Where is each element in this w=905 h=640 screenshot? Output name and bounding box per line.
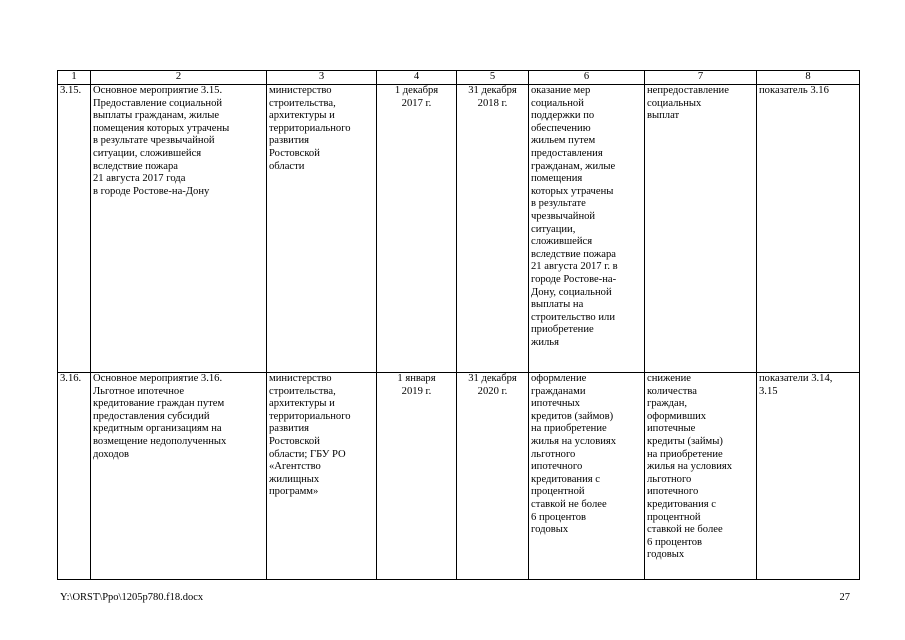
text-line: выплаты гражданам, жилые	[93, 110, 220, 122]
text-line: показатели 3.14,	[759, 373, 833, 384]
text-line: поддержки по	[531, 110, 595, 122]
text-line: годовых	[531, 524, 569, 536]
text-line: социальной	[531, 97, 584, 109]
text-line: в результате чрезвычайной	[93, 135, 215, 147]
text-line: развития	[269, 423, 310, 435]
text-line: области	[269, 160, 305, 172]
text-line: жилья	[531, 336, 559, 348]
text-line: сложившейся	[531, 236, 593, 248]
text-line: 6 процентов	[647, 536, 703, 548]
text-line: приобретение	[531, 324, 594, 336]
text-line: процентной	[531, 486, 585, 498]
col-header-2: 2	[91, 71, 267, 85]
text-line: граждан,	[647, 398, 688, 410]
text-line: строительства,	[269, 385, 336, 397]
cell-executor	[267, 373, 377, 580]
text-line: кредитным организациям на	[93, 423, 222, 435]
text-line: 3.15	[759, 385, 778, 397]
text-line: количества	[647, 385, 697, 397]
text-line: строительства,	[269, 97, 336, 109]
text-line: гражданами	[531, 385, 586, 397]
text-line: жильем путем	[531, 135, 596, 147]
text-line: чрезвычайной	[531, 210, 596, 222]
text-line: гражданам, жилые	[531, 160, 616, 172]
text-line: помещения	[531, 173, 583, 185]
text-line: архитектуры и	[269, 398, 335, 410]
text-line: области; ГБУ РО	[269, 448, 346, 460]
text-line: 21 августа 2017 г. в	[531, 261, 618, 273]
text-line: обеспечению	[531, 122, 591, 134]
col-header-8: 8	[757, 71, 860, 85]
text-line: министерство	[269, 85, 332, 96]
col-header-4: 4	[377, 71, 457, 85]
cell-expected-result	[529, 373, 645, 580]
text-line: территориального	[269, 410, 351, 422]
cell-number: 3.15.	[58, 85, 91, 373]
text-line: кредиты (займы)	[647, 435, 723, 447]
text-line: в результате	[531, 198, 586, 210]
text-line: выплаты на	[531, 299, 584, 311]
cell-indicator-link	[757, 85, 860, 373]
cell-executor	[267, 85, 377, 373]
cell-end-date	[457, 373, 529, 580]
text-line: предоставления	[531, 147, 603, 159]
text-line: ситуации, сложившейся	[93, 147, 202, 159]
text-line: ипотечного	[647, 486, 699, 498]
text-line: ситуации,	[531, 223, 576, 235]
text-line: оформивших	[647, 410, 707, 422]
cell-consequences	[645, 85, 757, 373]
page-number: 27	[839, 592, 850, 603]
footer-file-path: Y:\ORST\Ppo\1205p780.f18.docx	[60, 592, 204, 603]
text-line: льготного	[647, 473, 692, 485]
text-line: 6 процентов	[531, 511, 587, 523]
text-line: снижение	[647, 373, 691, 384]
text-line: 2020 г.	[477, 385, 508, 397]
cell-expected-result	[529, 85, 645, 373]
text-line: ставкой не более	[647, 524, 723, 536]
text-line: городе Ростове-на-	[531, 273, 617, 285]
text-line: вследствие пожара	[93, 160, 178, 172]
text-line: Дону, социальной	[531, 286, 612, 298]
cell-number: 3.16.	[58, 373, 91, 580]
text-line: которых утрачены	[531, 185, 614, 197]
text-line: 31 декабря	[468, 85, 517, 96]
text-line: показатель 3.16	[759, 85, 829, 96]
text-line: 1 декабря	[394, 85, 439, 96]
text-line: ипотечного	[531, 461, 583, 473]
text-line: жилья на условиях	[647, 461, 733, 473]
text-line: 31 декабря	[468, 373, 517, 384]
text-line: ставкой не более	[531, 498, 607, 510]
text-line: Основное мероприятие 3.16.	[93, 373, 223, 384]
text-line: на приобретение	[647, 448, 723, 460]
text-line: ипотечные	[647, 423, 696, 435]
text-line: архитектуры и	[269, 110, 335, 122]
text-line: 2019 г.	[401, 385, 432, 397]
text-line: 2017 г.	[401, 97, 432, 109]
text-line: жилья на условиях	[531, 435, 617, 447]
text-line: 2018 г.	[477, 97, 508, 109]
text-line: жилищных	[269, 473, 320, 485]
text-line: предоставления субсидий	[93, 410, 210, 422]
text-line: строительство или	[531, 311, 616, 323]
text-line: Ростовской	[269, 435, 320, 447]
col-header-7: 7	[645, 71, 757, 85]
text-line: вследствие пожара	[531, 248, 616, 260]
text-line: ипотечных	[531, 398, 580, 410]
text-line: помещения которых утрачены	[93, 122, 230, 134]
header-row	[58, 71, 860, 85]
col-header-5: 5	[457, 71, 529, 85]
text-line: кредитования с	[531, 473, 600, 485]
col-header-6: 6	[529, 71, 645, 85]
cell-start-date	[377, 373, 457, 580]
text-line: оказание мер	[531, 85, 591, 96]
col-header-3: 3	[267, 71, 377, 85]
cell-indicator-link	[757, 373, 860, 580]
text-line: доходов	[93, 448, 129, 460]
text-line: 1 января	[397, 373, 436, 384]
text-line: социальных	[647, 97, 702, 109]
text-line: 21 августа 2017 года	[93, 173, 186, 185]
cell-end-date	[457, 85, 529, 373]
table-row	[58, 373, 860, 580]
text-line: Льготное ипотечное	[93, 385, 185, 397]
text-line: развития	[269, 135, 310, 147]
cell-start-date	[377, 85, 457, 373]
text-line: на приобретение	[531, 423, 607, 435]
text-line: кредитов (займов)	[531, 410, 614, 422]
cell-measure	[91, 85, 267, 373]
text-line: в городе Ростове-на-Дону	[93, 185, 210, 197]
program-table	[57, 70, 860, 580]
text-line: Предоставление социальной	[93, 97, 223, 109]
text-line: непредоставление	[647, 85, 729, 96]
text-line: возмещение недополученных	[93, 435, 227, 447]
text-line: Основное мероприятие 3.15.	[93, 85, 223, 96]
text-line: годовых	[647, 549, 685, 561]
table-row	[58, 85, 860, 373]
text-line: программ»	[269, 486, 319, 498]
text-line: льготного	[531, 448, 576, 460]
cell-measure	[91, 373, 267, 580]
text-line: выплат	[647, 110, 680, 122]
text-line: оформление	[531, 373, 587, 384]
cell-consequences	[645, 373, 757, 580]
text-line: «Агентство	[269, 461, 321, 473]
col-header-1: 1	[58, 71, 91, 85]
text-line: Ростовской	[269, 147, 320, 159]
text-line: министерство	[269, 373, 332, 384]
text-line: процентной	[647, 511, 701, 523]
text-line: кредитование граждан путем	[93, 398, 225, 410]
text-line: территориального	[269, 122, 351, 134]
text-line: кредитования с	[647, 498, 716, 510]
